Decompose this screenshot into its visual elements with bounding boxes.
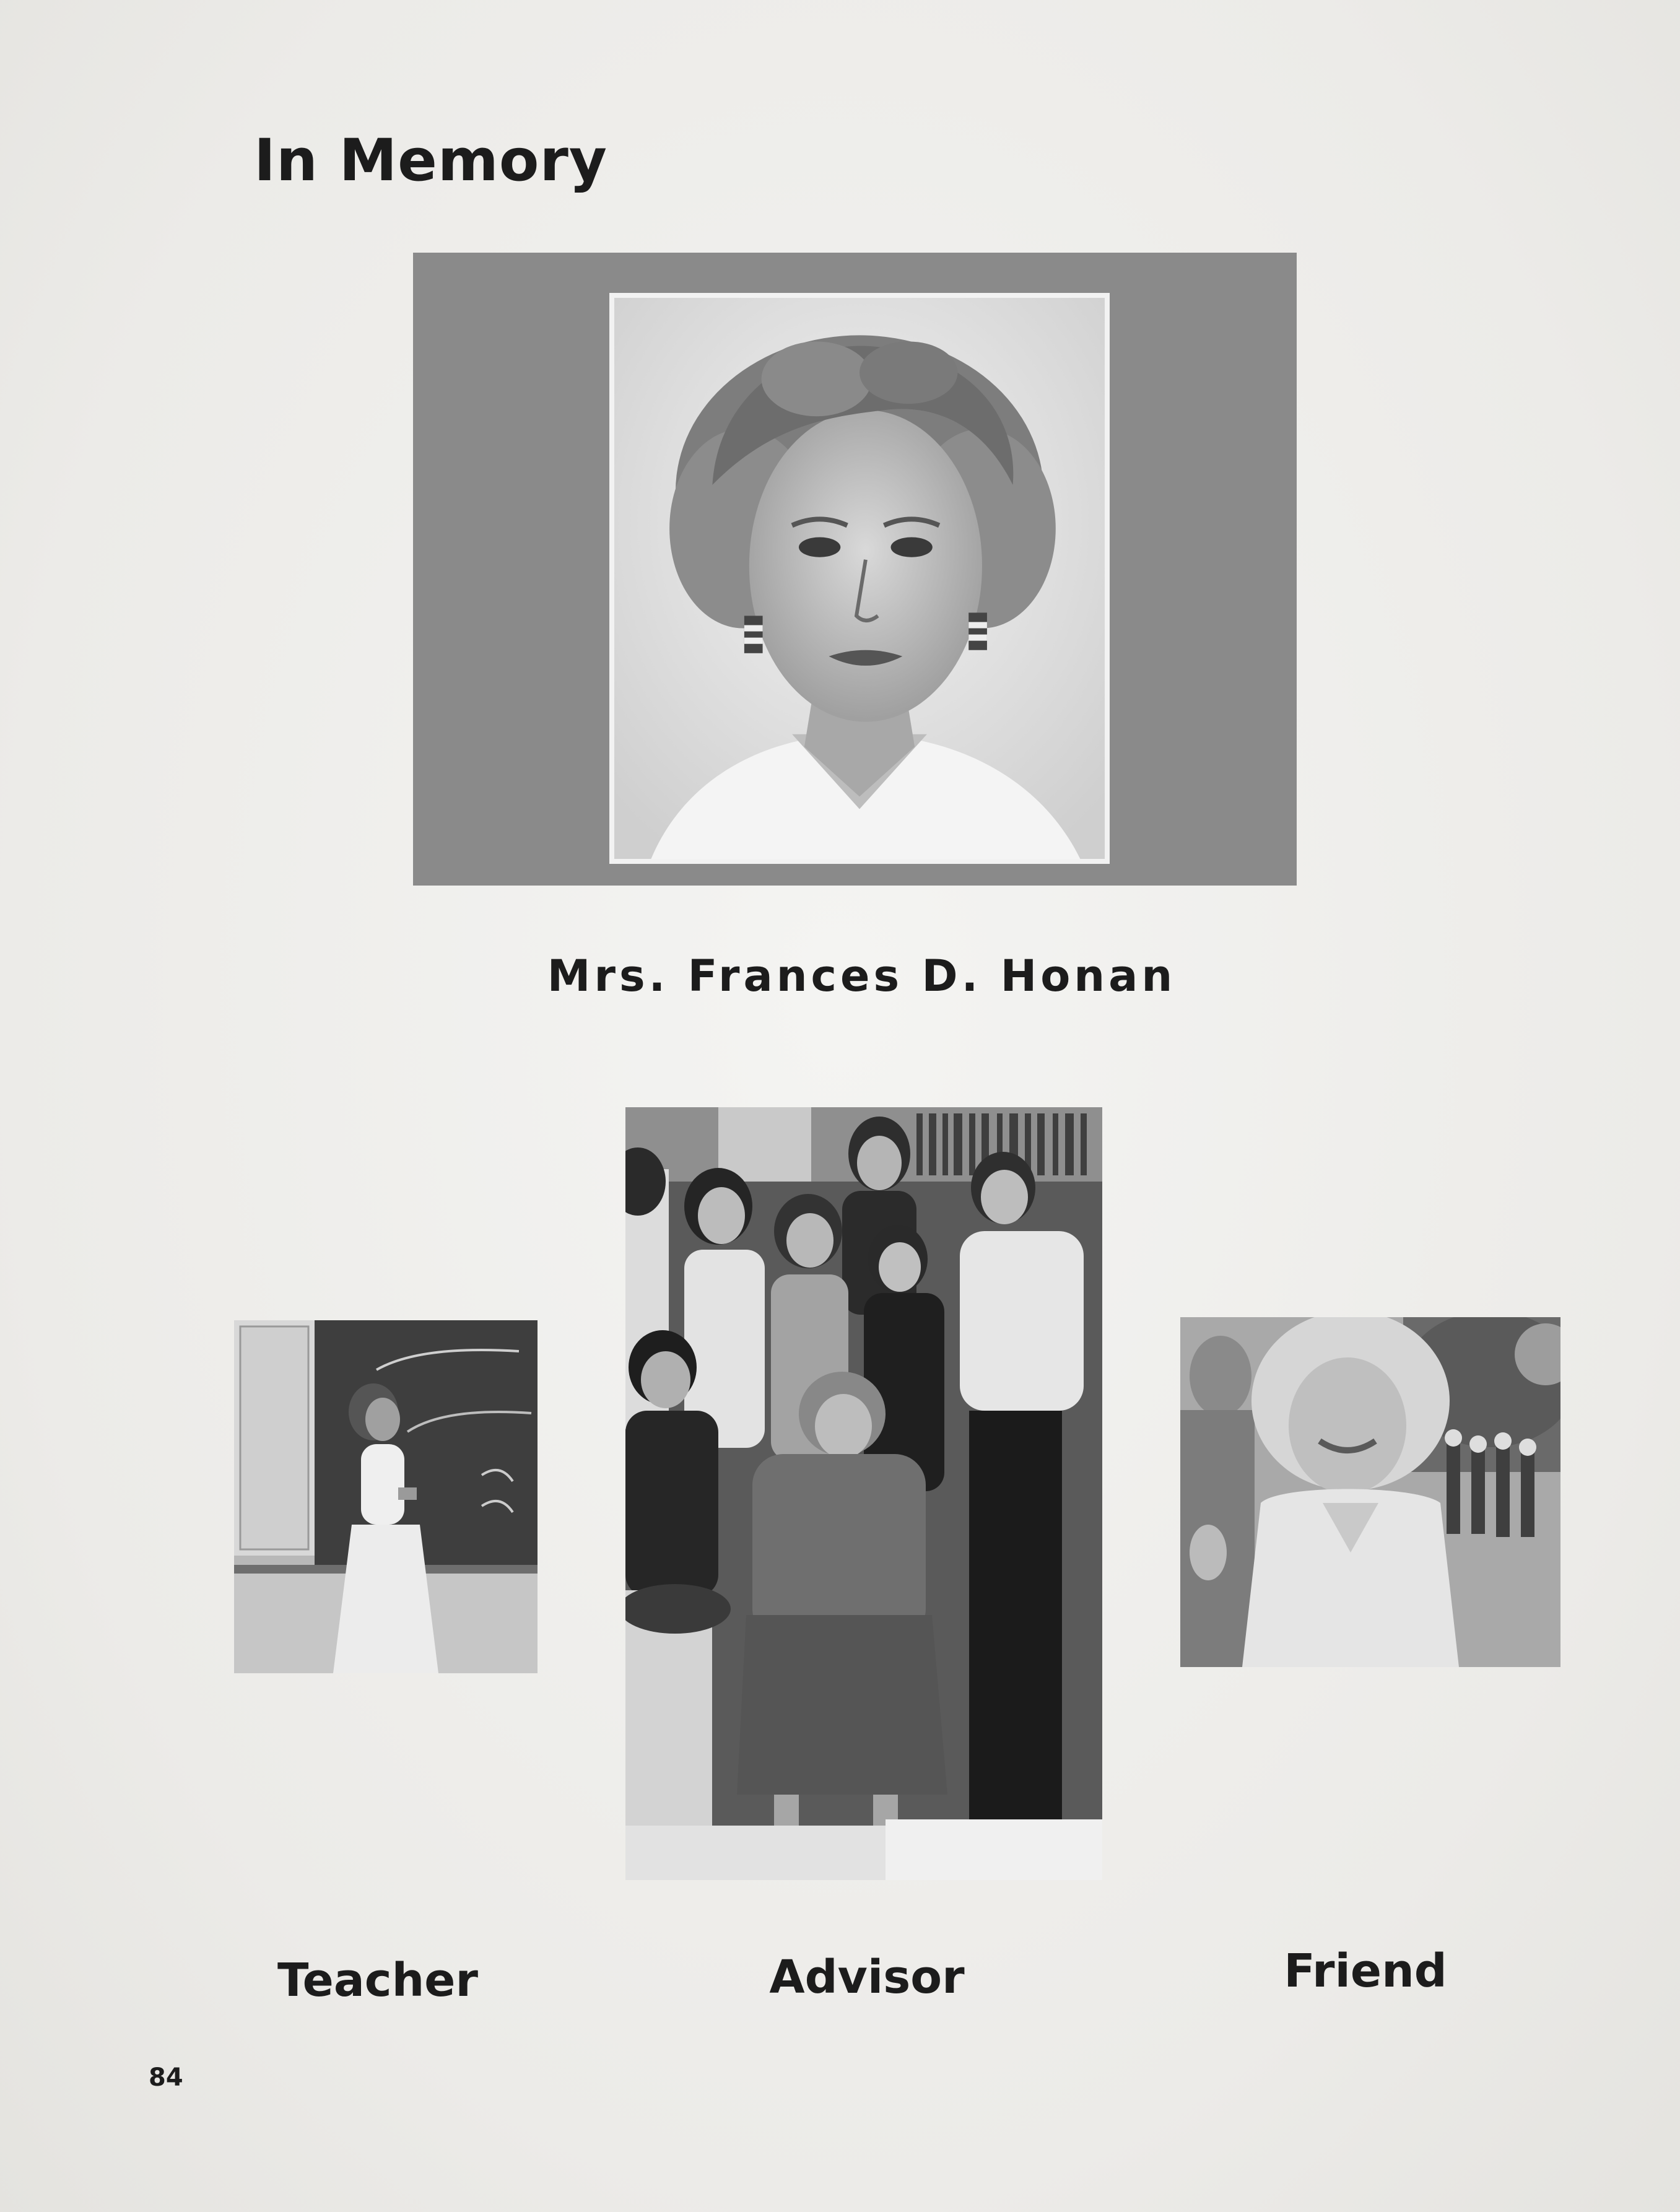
- portrait-photo: [609, 293, 1110, 864]
- teacher-illustration: [234, 1320, 538, 1673]
- advisor-illustration: [625, 1107, 1102, 1880]
- caption-friend: Friend: [1284, 1944, 1447, 1998]
- caption-teacher: Teacher: [277, 1954, 478, 2007]
- teacher-photo: [234, 1320, 538, 1673]
- advisor-photo: [625, 1107, 1102, 1880]
- portrait-illustration: [614, 298, 1105, 859]
- friend-illustration: [1180, 1317, 1560, 1667]
- page-number: 84: [149, 2063, 183, 2092]
- honoree-name: Mrs. Frances D. Honan: [547, 951, 1177, 1001]
- page-heading: In Memory: [254, 127, 608, 194]
- friend-photo: [1180, 1317, 1560, 1667]
- portrait-frame: [413, 253, 1297, 886]
- caption-advisor: Advisor: [769, 1951, 965, 2004]
